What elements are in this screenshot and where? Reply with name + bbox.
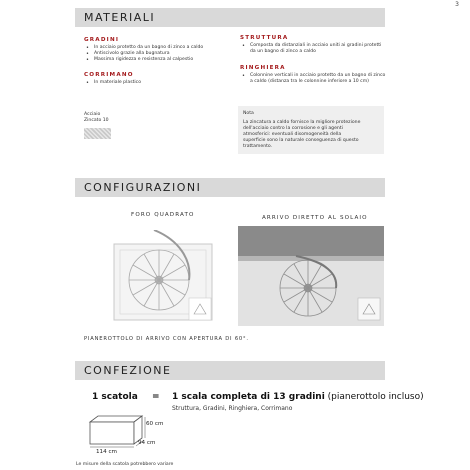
- zinc-finish-swatch: [84, 128, 111, 139]
- config-caption: PIANEROTTOLO DI ARRIVO CON APERTURA DI 60°.: [84, 336, 249, 342]
- package-description: [172, 392, 424, 402]
- gradini-block: [84, 37, 230, 64]
- note-text: La zincatura a caldo fornisce la migliore protezione dell'acciaio contro la corrosione e gli agenti atmosferici: eventuali disomogeneità della superficie sono la naturale conseguenza di questo trattamento.: [243, 120, 361, 149]
- ringhiera-list: [240, 73, 386, 85]
- equals-sign: =: [152, 392, 160, 402]
- confezione-title: CONFEZIONE: [84, 364, 172, 377]
- struttura-title: STRUTTURA: [240, 35, 289, 41]
- struttura-list: [240, 43, 386, 55]
- package-description-normal: (pianerottolo incluso): [327, 392, 424, 402]
- ringhiera-block: [240, 65, 386, 85]
- configurazioni-title: CONFIGURAZIONI: [84, 181, 202, 194]
- corrimano-title: CORRIMANO: [84, 72, 134, 78]
- gradini-title: GRADINI: [84, 37, 120, 43]
- box-height-label: 60 cm: [146, 421, 164, 427]
- box-width-label: 114 cm: [96, 449, 117, 455]
- note-box: [238, 106, 384, 154]
- note-title: Nota: [243, 111, 254, 116]
- materiali-title: MATERIALI: [84, 11, 156, 24]
- package-description-bold: 1 scala completa di 13 gradini: [172, 392, 325, 402]
- finish-label: [84, 112, 109, 124]
- package-contents: Struttura, Gradini, Ringhiera, Corrimano: [172, 405, 293, 412]
- direct-arrival-illustration: [238, 226, 384, 326]
- list-item: • Colonnine verticali in acciaio protetto da un bagno di zinco a caldo (distanza tra le colonnine inferiore a 10 cm): [240, 73, 386, 85]
- struttura-block: [240, 35, 386, 55]
- package-quantity: 1 scatola: [92, 392, 138, 402]
- list-item: • Composta da distanziali in acciaio uniti ai gradini protetti da un bagno di zinco a caldo: [240, 43, 386, 55]
- list-item: • In acciaio protetto da un bagno di zinco a caldo: [84, 45, 230, 51]
- list-item: • In materiale plastico: [84, 80, 230, 86]
- list-item: • Massima rigidezza e resistenza al calpestio: [84, 57, 230, 63]
- config-right-label: ARRIVO DIRETTO AL SOLAIO: [262, 215, 368, 221]
- finish-line-2: Zincato 10: [84, 118, 109, 123]
- config-left-label: FORO QUADRATO: [131, 212, 195, 218]
- gradini-list: [84, 45, 230, 64]
- list-item: • Antiscivolo grazie alla bugnatura: [84, 51, 230, 57]
- page-number: 3: [455, 1, 459, 8]
- square-opening-illustration: [84, 230, 230, 326]
- spiral-stair-slab-icon: [238, 226, 384, 326]
- corrimano-block: [84, 72, 230, 86]
- ringhiera-title: RINGHIERA: [240, 65, 286, 71]
- box-footnote: Le misure della scatola potrebbero variare: [76, 462, 174, 467]
- spiral-stair-square-icon: [84, 230, 230, 326]
- corrimano-list: [84, 80, 230, 86]
- box-depth-label: 94 cm: [138, 440, 156, 446]
- finish-line-1: Acciaio: [84, 112, 101, 117]
